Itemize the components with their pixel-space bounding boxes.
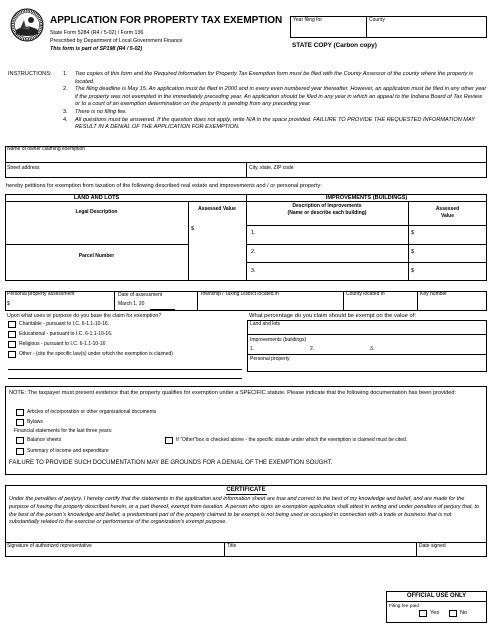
filing-fee-label: Filing fee paid xyxy=(389,604,419,609)
parcel-number-label: Parcel Number xyxy=(78,253,115,259)
other-statute-line[interactable] xyxy=(8,369,242,370)
personal-property-percent-label: Personal property xyxy=(250,356,290,362)
owner-name-label: Name of owner claiming exemption xyxy=(7,146,86,152)
form-part-of: This form is part of SP198 (R4 / 5-02) xyxy=(50,46,143,52)
improvement-row-dollar: $ xyxy=(411,249,415,255)
documentation-note: NOTE: The taxpayer must present evidence that the property qualifies for exemption under a SPECIFIC statute. Please indicate that the following documentation has been provided: xyxy=(9,390,457,396)
instructions-list xyxy=(63,71,487,132)
percentage-box xyxy=(247,320,487,372)
prescribed-by: Prescribed by Department of Local Government Finance xyxy=(50,38,183,44)
educational-checkbox[interactable] xyxy=(8,331,16,338)
improvement-row-dollar: $ xyxy=(411,230,415,236)
charitable-option: Charitable - pursuant to I.C. 6-1.1-10-16. xyxy=(8,321,109,328)
land-assessed-value-label: Assessed Value xyxy=(198,206,236,212)
summary-income-checkbox[interactable] xyxy=(16,448,24,455)
other-statute-note: If “Other”box is checked above - the specific statute under which the exemption is claimed must be cited. xyxy=(165,437,407,444)
bylaws-option: Bylaws xyxy=(16,419,43,426)
improvement-percent-num: 1. xyxy=(250,346,255,352)
improvement-row-dollar: $ xyxy=(411,268,415,274)
educational-option: Educational - pursuant to I.C. 6-1.1-10-16. xyxy=(8,331,112,338)
date-signed-label: Date signed xyxy=(419,543,446,549)
improvement-row-num: 3. xyxy=(251,268,256,274)
county-label: County xyxy=(369,17,385,23)
articles-checkbox[interactable] xyxy=(16,409,24,416)
improvements-percent-label: Improvements (buildings) xyxy=(250,337,307,343)
improvements-description-label: Description of Improvements xyxy=(292,203,362,209)
petition-text: hereby petitions for exemption from taxation of the following described real estate and improvements and / or personal property: xyxy=(6,183,322,189)
documentation-failure-warning: FAILURE TO PROVIDE SUCH DOCUMENTATION MAY BE GROUNDS FOR A DENIAL OF THE EXEMPTION SOUGHT. xyxy=(9,460,333,466)
other-option: Other - (cite the specific law(s) under which the exemption is claimed) xyxy=(8,351,173,358)
personal-assessment-label: Personal property assessment xyxy=(7,291,75,297)
bylaws-checkbox[interactable] xyxy=(16,419,24,426)
articles-option: Articles of incorporation or other organizational documents xyxy=(16,409,156,416)
street-address-field[interactable] xyxy=(50,166,240,176)
improvements-description-sub: (Name or describe each building) xyxy=(287,210,367,216)
percentage-question: What percentage do you claim should be exempt on the value of: xyxy=(249,313,416,319)
assessment-date-label: Date of assessment xyxy=(118,292,163,298)
improvements-title: IMPROVEMENTS (BUILDINGS) xyxy=(325,195,408,201)
signature-label: Signature of authorized representative xyxy=(7,543,92,549)
city-state-zip-field[interactable] xyxy=(320,166,480,176)
land-dollar-sign: $ xyxy=(191,226,195,232)
copy-label: STATE COPY (Carbon copy) xyxy=(292,42,377,49)
signer-title-label: Title xyxy=(227,543,237,549)
improvement-percent-num: 2. xyxy=(310,346,315,352)
improvement-row-num: 2. xyxy=(251,249,256,255)
improvement-row-num: 1. xyxy=(251,230,256,236)
year-filing-label: Year filing for xyxy=(293,17,322,23)
form-title: APPLICATION FOR PROPERTY TAX EXEMPTION xyxy=(50,15,283,26)
state-seal-icon xyxy=(10,8,44,42)
form-number: State Form 5284 (R4 / 5-02) / Form 136 xyxy=(50,30,144,36)
other-statute-line[interactable] xyxy=(8,378,242,379)
balance-sheets-checkbox[interactable] xyxy=(16,437,24,444)
improvements-assessed-value-label: Assessed Value xyxy=(435,206,460,219)
summary-income-option: Summary of income and expenditure xyxy=(16,448,109,455)
instruction-item: 2. The filing deadline is May 15. An application must be filed in 2000 and in every even numbered year thereafter. However, an application must be filed in any other year if the property was not exempted in the immediately preceding year. An application should be filed in any year in which an appeal to the Indiana Board of Tax Review or to a court of an exemption determination on the property is pending from any preceding year. xyxy=(63,86,487,108)
legal-description-label: Legal Description xyxy=(75,209,118,215)
other-note-checkbox[interactable] xyxy=(165,437,173,444)
personal-dollar-sign: $ xyxy=(7,301,10,307)
instruction-item: 4. All questions must be answered. If the question does not apply, write N/A in the space provided. FAILURE TO PROVIDE THE REQUESTED INFORMATION MAY RESULT IN A DENIAL OF THE APPLICATION FOR EXEMPTION. xyxy=(63,116,475,131)
improvement-percent-num: 3. xyxy=(370,346,375,352)
religious-checkbox[interactable] xyxy=(8,341,16,348)
fee-no-checkbox[interactable] xyxy=(449,610,457,617)
financial-heading: Financial statements for the last three years: xyxy=(14,428,113,434)
religious-option: Religious - pursuant to I.C. 6-1.1-10-16 xyxy=(8,341,105,348)
fee-yes-checkbox[interactable] xyxy=(419,610,427,617)
owner-name-field[interactable] xyxy=(160,150,480,160)
certificate-title: CERTIFICATE xyxy=(226,487,266,493)
street-address-label: Street address xyxy=(7,165,40,171)
official-use-title: OFFICIAL USE ONLY xyxy=(406,593,467,599)
assessment-date-value: March 1, 20 xyxy=(118,301,145,307)
instructions-heading: INSTRUCTIONS: xyxy=(8,71,52,77)
instruction-item: 1. Two copies of this form and the Required Information for Property Tax Exemption form must be filed with the County Assessor of the county where the property is located. xyxy=(63,71,474,85)
other-checkbox[interactable] xyxy=(8,351,16,358)
county-located-label: County located in xyxy=(346,291,385,297)
certificate-text: Under the penalties of perjury, I hereby certify that the statements in the application and information sheet are true and correct to the best of my knowledge and belief, and are made for the purpose of having the property described herein, or a part thereof, exempt from taxation. A person who signs an exemption application shall attest in writing and under penalties of perjury that, to the best of the person’s knowledge and belief, a predominant part of the property claimed to be exempt is not being used or occupied in connection with a trade or business that is not substantially related to the exercise or performance of the organization’s exempt purpose. xyxy=(9,496,480,526)
city-state-zip-label: City, state, ZIP code xyxy=(249,165,294,171)
charitable-checkbox[interactable] xyxy=(8,321,16,328)
township-label: Township / Taxing District located in xyxy=(200,291,279,297)
land-lots-title: LAND AND LOTS xyxy=(73,195,120,201)
uses-question: Upon what uses or purpose do you base the claim for exemption? xyxy=(7,313,162,319)
fee-yes-option: Yes xyxy=(419,610,439,617)
key-number-label: Key number xyxy=(420,291,447,297)
land-lots-percent-label: Land and lots xyxy=(250,321,281,327)
instruction-item: 3. There is no filing fee. xyxy=(63,108,127,115)
fee-no-option: No xyxy=(449,610,467,617)
balance-sheets-option: Balance sheets xyxy=(16,437,61,444)
